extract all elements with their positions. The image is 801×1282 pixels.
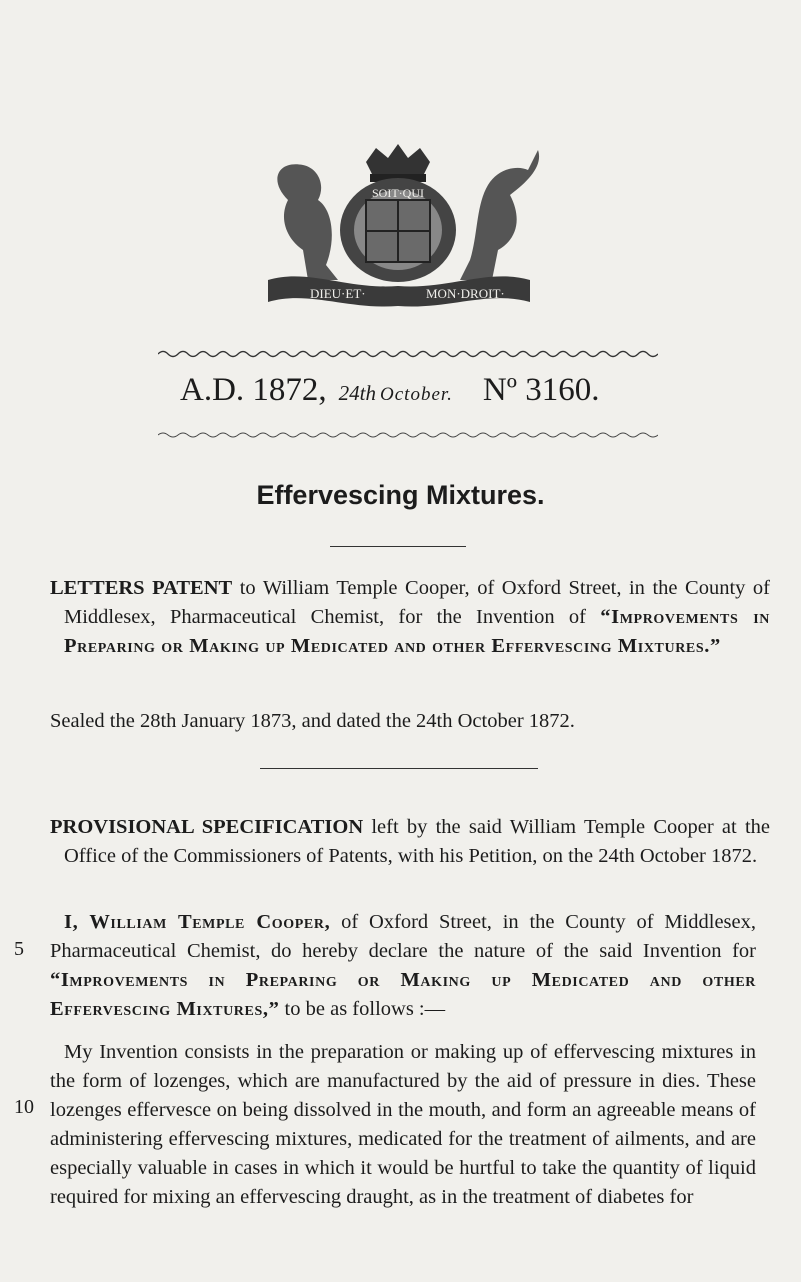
provisional-text: left by the said William Temple Cooper at the Office of the Commissioners of Patents, with his Petition, on the 24th October 1872. (64, 816, 770, 867)
line-number-5: 5 (14, 938, 24, 960)
line-number-10: 10 (14, 1096, 34, 1118)
unicorn-supporter-icon (460, 150, 539, 280)
divider-long (260, 768, 538, 769)
sealed-line: Sealed the 28th January 1873, and dated the 24th October 1872. (50, 710, 575, 732)
document-title: Effervescing Mixtures. (256, 480, 545, 510)
letters-patent-text: to William Temple Cooper, of Oxford Street, in the County of Middlesex, Pharmaceutical Chemist, for the Invention of (64, 577, 770, 628)
ornamental-rule-top (158, 348, 658, 358)
garter-text: SOIT·QUI (372, 186, 424, 200)
letters-patent-lead: LETTERS PATENT (50, 577, 233, 599)
declarant-name: I, William Temple Cooper, (64, 911, 331, 933)
royal-coat-of-arms (248, 140, 548, 312)
header-month: October. (380, 384, 453, 405)
lion-supporter-icon (277, 164, 338, 280)
crown-icon (366, 144, 430, 182)
motto-right: MON·DROIT· (426, 286, 505, 301)
declaration-text: of Oxford Street, in the County of Middlesex, Pharmaceutical Chemist, do hereby declare the nature of the said Invention for (50, 911, 756, 962)
declaration-invention: “Improvements in Preparing or Making up Medicated and other Effervescing Mixtures,” (50, 969, 756, 1020)
provisional-paragraph (50, 813, 770, 871)
letters-patent-invention: “Improvements in Preparing or Making up Medicated and other Effervescing Mixtures.” (64, 606, 770, 657)
patent-header (180, 372, 650, 409)
body-paragraph: My Invention consists in the preparation or making up of effervescing mixtures in the form of lozenges, which are manufactured by the aid of pressure in dies. These lozenges effervesce on being dissolved in the mouth, and form an agreeable means of administering effervescing mixtures, medicated for the treatment of ailments, and are especially valuable in cases in which it would be hurtful to take the quantity of liquid required for mixing an effervescing draught, as in the treatment of diabetes for (50, 1041, 756, 1208)
patent-number: Nº 3160. (482, 372, 600, 408)
header-year: A.D. 1872, (180, 372, 327, 408)
letters-patent-paragraph (50, 574, 770, 661)
divider-short (330, 546, 466, 547)
declaration-closing: to be as follows :— (279, 998, 446, 1020)
motto-left: DIEU·ET· (310, 286, 366, 301)
provisional-lead: PROVISIONAL SPECIFICATION (50, 816, 364, 838)
ornamental-rule-bottom (158, 430, 658, 440)
declaration-paragraph (50, 908, 756, 1024)
header-day: 24th (338, 381, 377, 405)
